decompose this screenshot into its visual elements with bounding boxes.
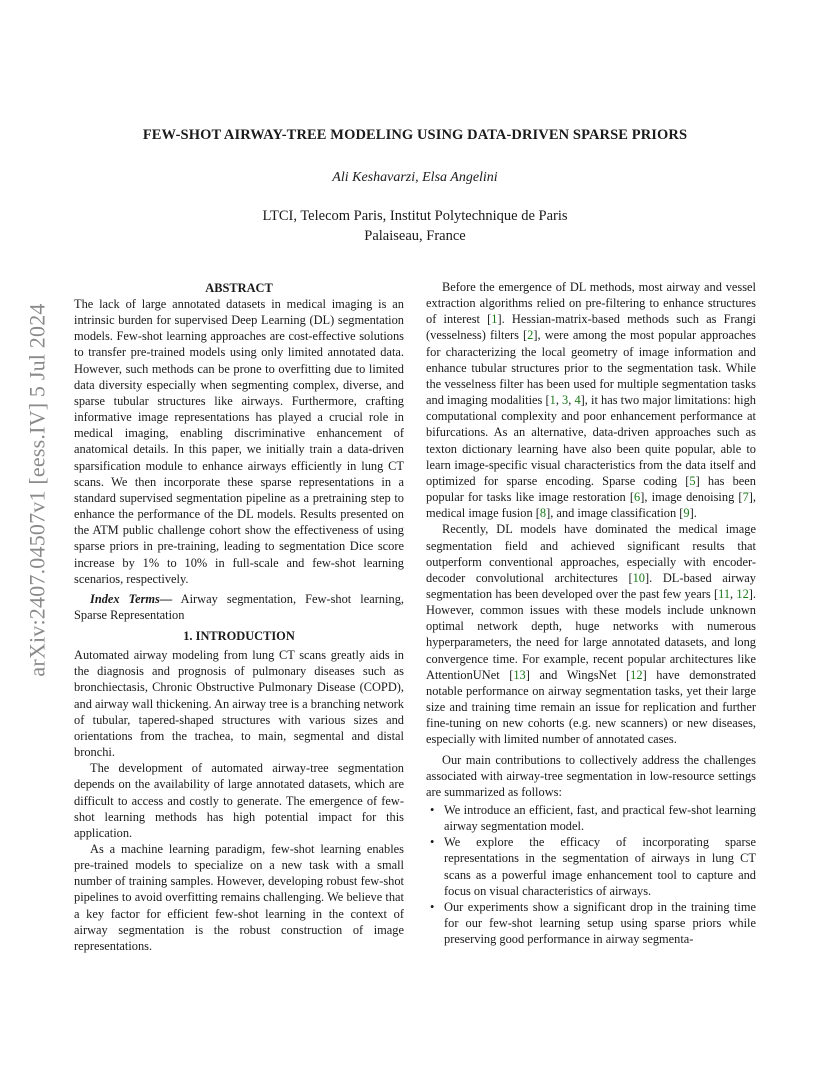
index-terms <box>74 591 404 623</box>
right-paragraph-2: Recently, DL models have dominated the medical image segmentation field and achieved significant results that outperform conventional approaches, especially with encoder-decoder convolutional architectures [10]. DL-based airway segmentation has been developed over the past few years [11, 12]. However, common issues with these models include unknown optimal network depth, huge networks with numerous hyperparameters, the need for large annotated datasets, and long convergence time. For example, recent popular architectures like AttentionUNet [13] and WingsNet [12] have demonstrated notable performance on airway segmentation tasks, yet their large size and training time remain an issue for replication and further fine-tuning on new cohorts (e.g. new scanners) or new diseases, especially with limited number of annotated cases. <box>426 522 756 747</box>
citation-link[interactable]: 12 <box>630 667 643 682</box>
right-paragraph-3: Our main contributions to collectively address the challenges associated with airway-tree segmentation in low-resource settings are summarized as follows: <box>426 752 756 799</box>
list-item: • We explore the efficacy of incorporating sparse representations in the segmentation of airways in lung CT scans as a powerful image enhancement tool to capture and focus on visual characteristics of airways. <box>444 834 756 899</box>
left-column <box>74 280 404 954</box>
citation-link[interactable]: 2 <box>527 328 534 343</box>
citation-link[interactable]: 12 <box>736 586 749 601</box>
paper-title: FEW-SHOT AIRWAY-TREE MODELING USING DATA-DRIVEN SPARSE PRIORS <box>142 127 688 143</box>
citation-link[interactable]: 4 <box>574 393 581 408</box>
citation-link[interactable]: 9 <box>683 506 690 521</box>
list-item: • We introduce an efficient, fast, and practical few-shot learning airway segmentation model. <box>444 802 756 834</box>
paper-authors: Ali Keshavarzi, Elsa Angelini <box>332 170 498 185</box>
affiliation <box>74 206 756 246</box>
right-paragraph-1: Before the emergence of DL methods, most airway and vessel extraction algorithms relied on pre-filtering to enhance structures of interest [1]. Hessian-matrix-based methods such as Frangi (vesselness) filters [2], were among the most popular approaches for characterizing the local geometry of image information and enhance tubular structures prior to the segmentation task. While the vesselness filter has been used for multiple segmentation tasks and imaging modalities [1, 3, 4], it has two major limitations: high computational complexity and poor enhancement performance at bifurcations. As an alternative, data-driven approaches such as texton dictionary learning have also been quite popular, able to learn image-specific visual characteristics from the data itself and optimized for sparse encoding. Sparse coding [5] has been popular for tasks like image restoration [6], image denoising [7], medical image fusion [8], and image classification [9]. <box>426 280 756 521</box>
intro-paragraph-2: The development of automated airway-tree segmentation depends on the availability of large annotated datasets, which are difficult to access and costly to generate. The emergence of few-shot learning methods has high potential impact for this application. <box>74 761 404 840</box>
citation-link[interactable]: 6 <box>634 490 641 505</box>
index-terms-text: Airway segmentation, Few-shot learning, Sparse Representation <box>74 591 404 622</box>
citation-link[interactable]: 10 <box>632 570 645 585</box>
arxiv-identifier-stamp[interactable] <box>20 300 56 680</box>
citation-link[interactable]: 5 <box>689 473 696 488</box>
citation-link[interactable]: 7 <box>742 490 749 505</box>
index-terms-label: Index Terms— <box>90 591 173 606</box>
introduction-heading: 1. INTRODUCTION <box>183 629 295 644</box>
abstract-heading: ABSTRACT <box>205 281 273 295</box>
right-column <box>426 279 756 947</box>
affiliation-line-2: Palaiseau, France <box>364 228 466 244</box>
citation-link[interactable]: 1 <box>549 393 556 408</box>
citation-link[interactable]: 11 <box>718 586 731 601</box>
arxiv-identifier-text: arXiv:2407.04507v1 [eess.IV] 5 Jul 2024 <box>25 303 51 677</box>
citation-link[interactable]: 13 <box>513 667 526 682</box>
citation-link[interactable]: 8 <box>539 506 547 521</box>
intro-paragraph-1: Automated airway modeling from lung CT scans greatly aids in the diagnosis and prognosis of pulmonary diseases such as bronchiectasis, Chronic Obstructive Pulmonary Disease (COPD), and airway wall thickening. An airway tree is a branching network of tubular, tapered-shaped structures with various sizes and orientations from the trachea, to main, segmental and distal bronchi. <box>74 648 404 760</box>
citation-link[interactable]: 1 <box>491 312 498 327</box>
list-item: • Our experiments show a significant drop in the training time for our few-shot learning setup using sparse priors while preserving good performance in airway segmenta- <box>444 899 756 947</box>
contributions-list <box>426 802 756 947</box>
abstract-text: The lack of large annotated datasets in medical imaging is an intrinsic burden for supervised Deep Learning (DL) segmentation models. Few-shot learning approaches are cost-effective solutions to transfer pre-trained models using only limited annotated data. However, such methods can be prone to overfitting due to limited data diversity especially when segmenting complex, diverse, and sparse tubular structures like airways. Furthermore, crafting informative image representations has played a crucial role in medical imaging, enabling discriminative enhancement of anatomical details. In this paper, we initially train a data-driven sparsification module to enhance airways efficiently in lung CT scans. We then incorporate these sparse representations in a standard supervised segmentation pipeline as a pretraining step to enhance the performance of the DL models. Results presented on the ATM public challenge cohort show the effectiveness of using sparse priors in pre-training, leading to segmentation Dice score increase by 1% to 10% in full-scale and few-shot learning scenarios, respectively. <box>74 297 404 586</box>
intro-paragraph-3: As a machine learning paradigm, few-shot learning enables pre-trained models to specialize on a new task with a small number of training samples. However, developing robust few-shot pipelines to avoid overfitting remains challenging. We believe that a key factor for efficient few-shot learning in the context of airway segmentation is the robust construction of image representations. <box>74 842 404 953</box>
affiliation-line-1: LTCI, Telecom Paris, Institut Polytechnique de Paris <box>262 208 568 224</box>
citation-link[interactable]: 3 <box>562 393 569 408</box>
